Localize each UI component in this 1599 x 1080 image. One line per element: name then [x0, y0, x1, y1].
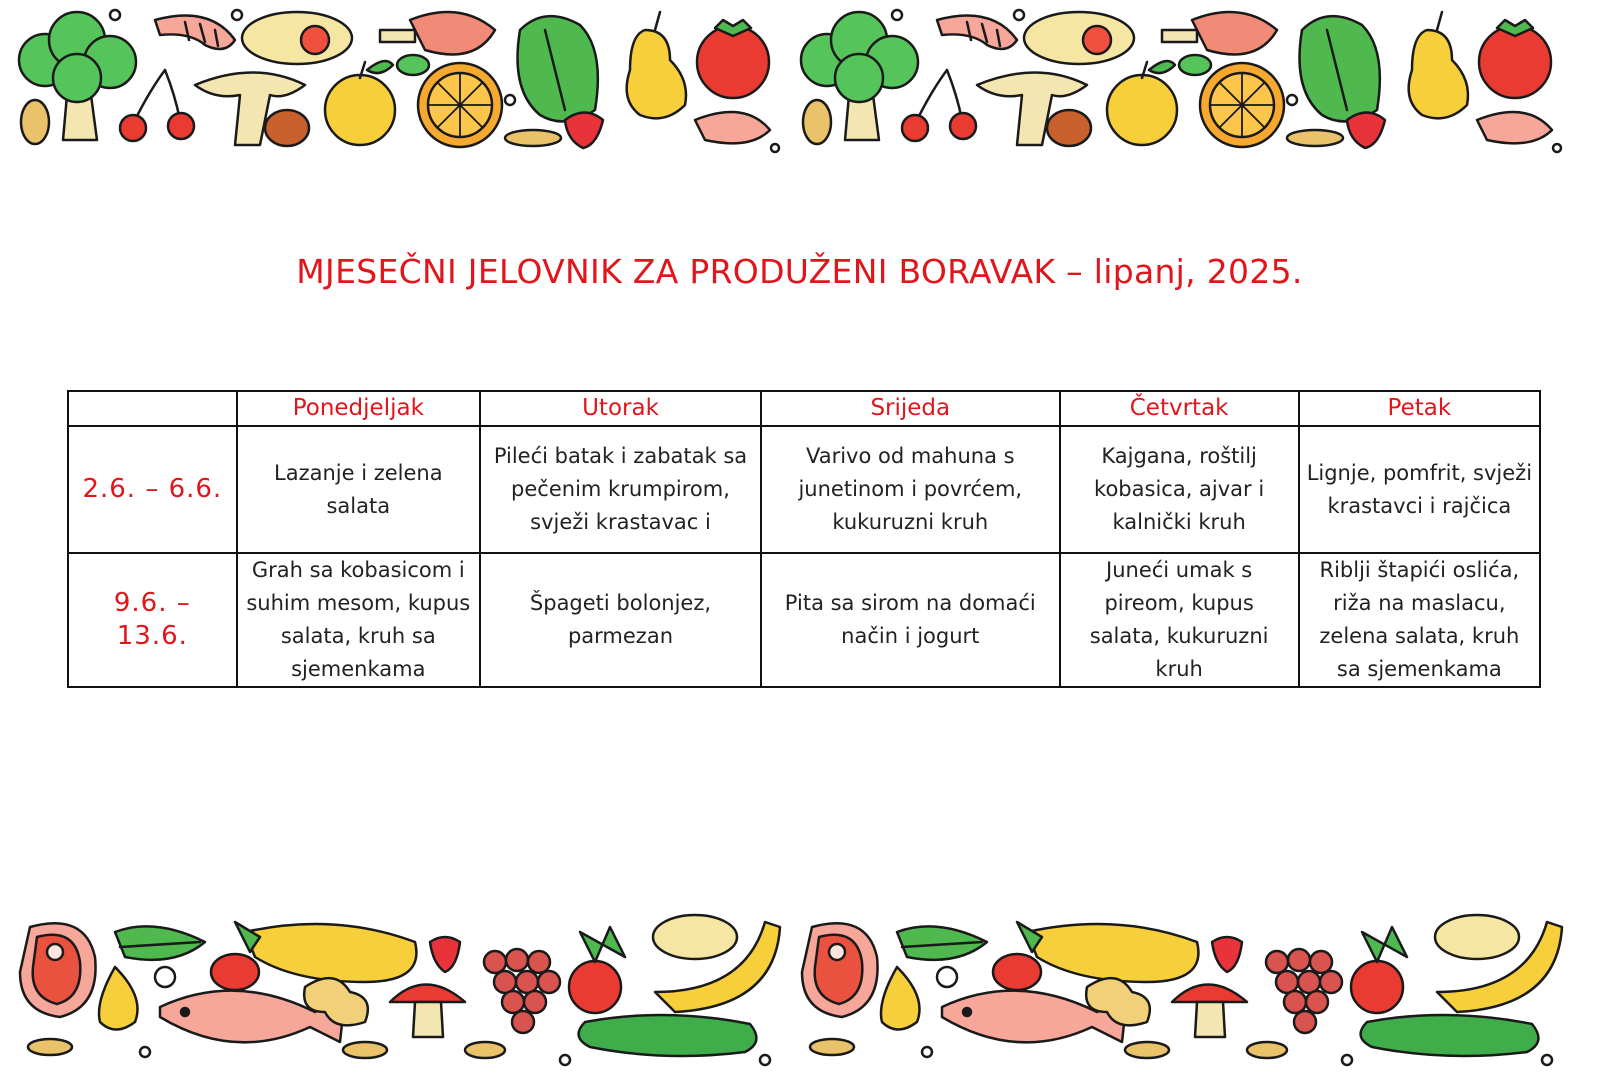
meal-cell: Špageti bolonjez, parmezan — [480, 553, 761, 687]
meal-cell: Varivo od mahuna s junetinom i povrćem, kukuruzni kruh — [761, 426, 1059, 553]
day-header-tuesday: Utorak — [480, 391, 761, 426]
week-dates: 2.6. – 6.6. — [68, 426, 237, 553]
table-header-row — [68, 391, 1540, 426]
table-row — [68, 426, 1540, 553]
top-food-banner — [0, 0, 1599, 160]
bottom-food-banner — [0, 912, 1599, 1080]
day-header-thursday: Četvrtak — [1060, 391, 1299, 426]
table-row — [68, 553, 1540, 687]
meal-cell: Kajgana, roštilj kobasica, ajvar i kalnički kruh — [1060, 426, 1299, 553]
meal-cell: Riblji štapići oslića, riža na maslacu, zelena salata, kruh sa sjemenkama — [1299, 553, 1540, 687]
meal-cell: Lazanje i zelena salata — [237, 426, 480, 553]
day-header-wednesday: Srijeda — [761, 391, 1059, 426]
meal-cell: Grah sa kobasicom i suhim mesom, kupus salata, kruh sa sjemenkama — [237, 553, 480, 687]
meal-cell: Juneći umak s pireom, kupus salata, kukuruzni kruh — [1060, 553, 1299, 687]
week-dates: 9.6. – 13.6. — [68, 553, 237, 687]
menu-table — [67, 390, 1541, 688]
day-header-friday: Petak — [1299, 391, 1540, 426]
page-title: MJESEČNI JELOVNIK ZA PRODUŽENI BORAVAK – lipanj, 2025. — [296, 252, 1303, 291]
meal-cell: Lignje, pomfrit, svježi krastavci i rajčica — [1299, 426, 1540, 553]
day-header-monday: Ponedjeljak — [237, 391, 480, 426]
meal-cell: Pileći batak i zabatak sa pečenim krumpirom, svježi krastavac i — [480, 426, 761, 553]
corner-cell — [68, 391, 237, 426]
meal-cell: Pita sa sirom na domaći način i jogurt — [761, 553, 1059, 687]
